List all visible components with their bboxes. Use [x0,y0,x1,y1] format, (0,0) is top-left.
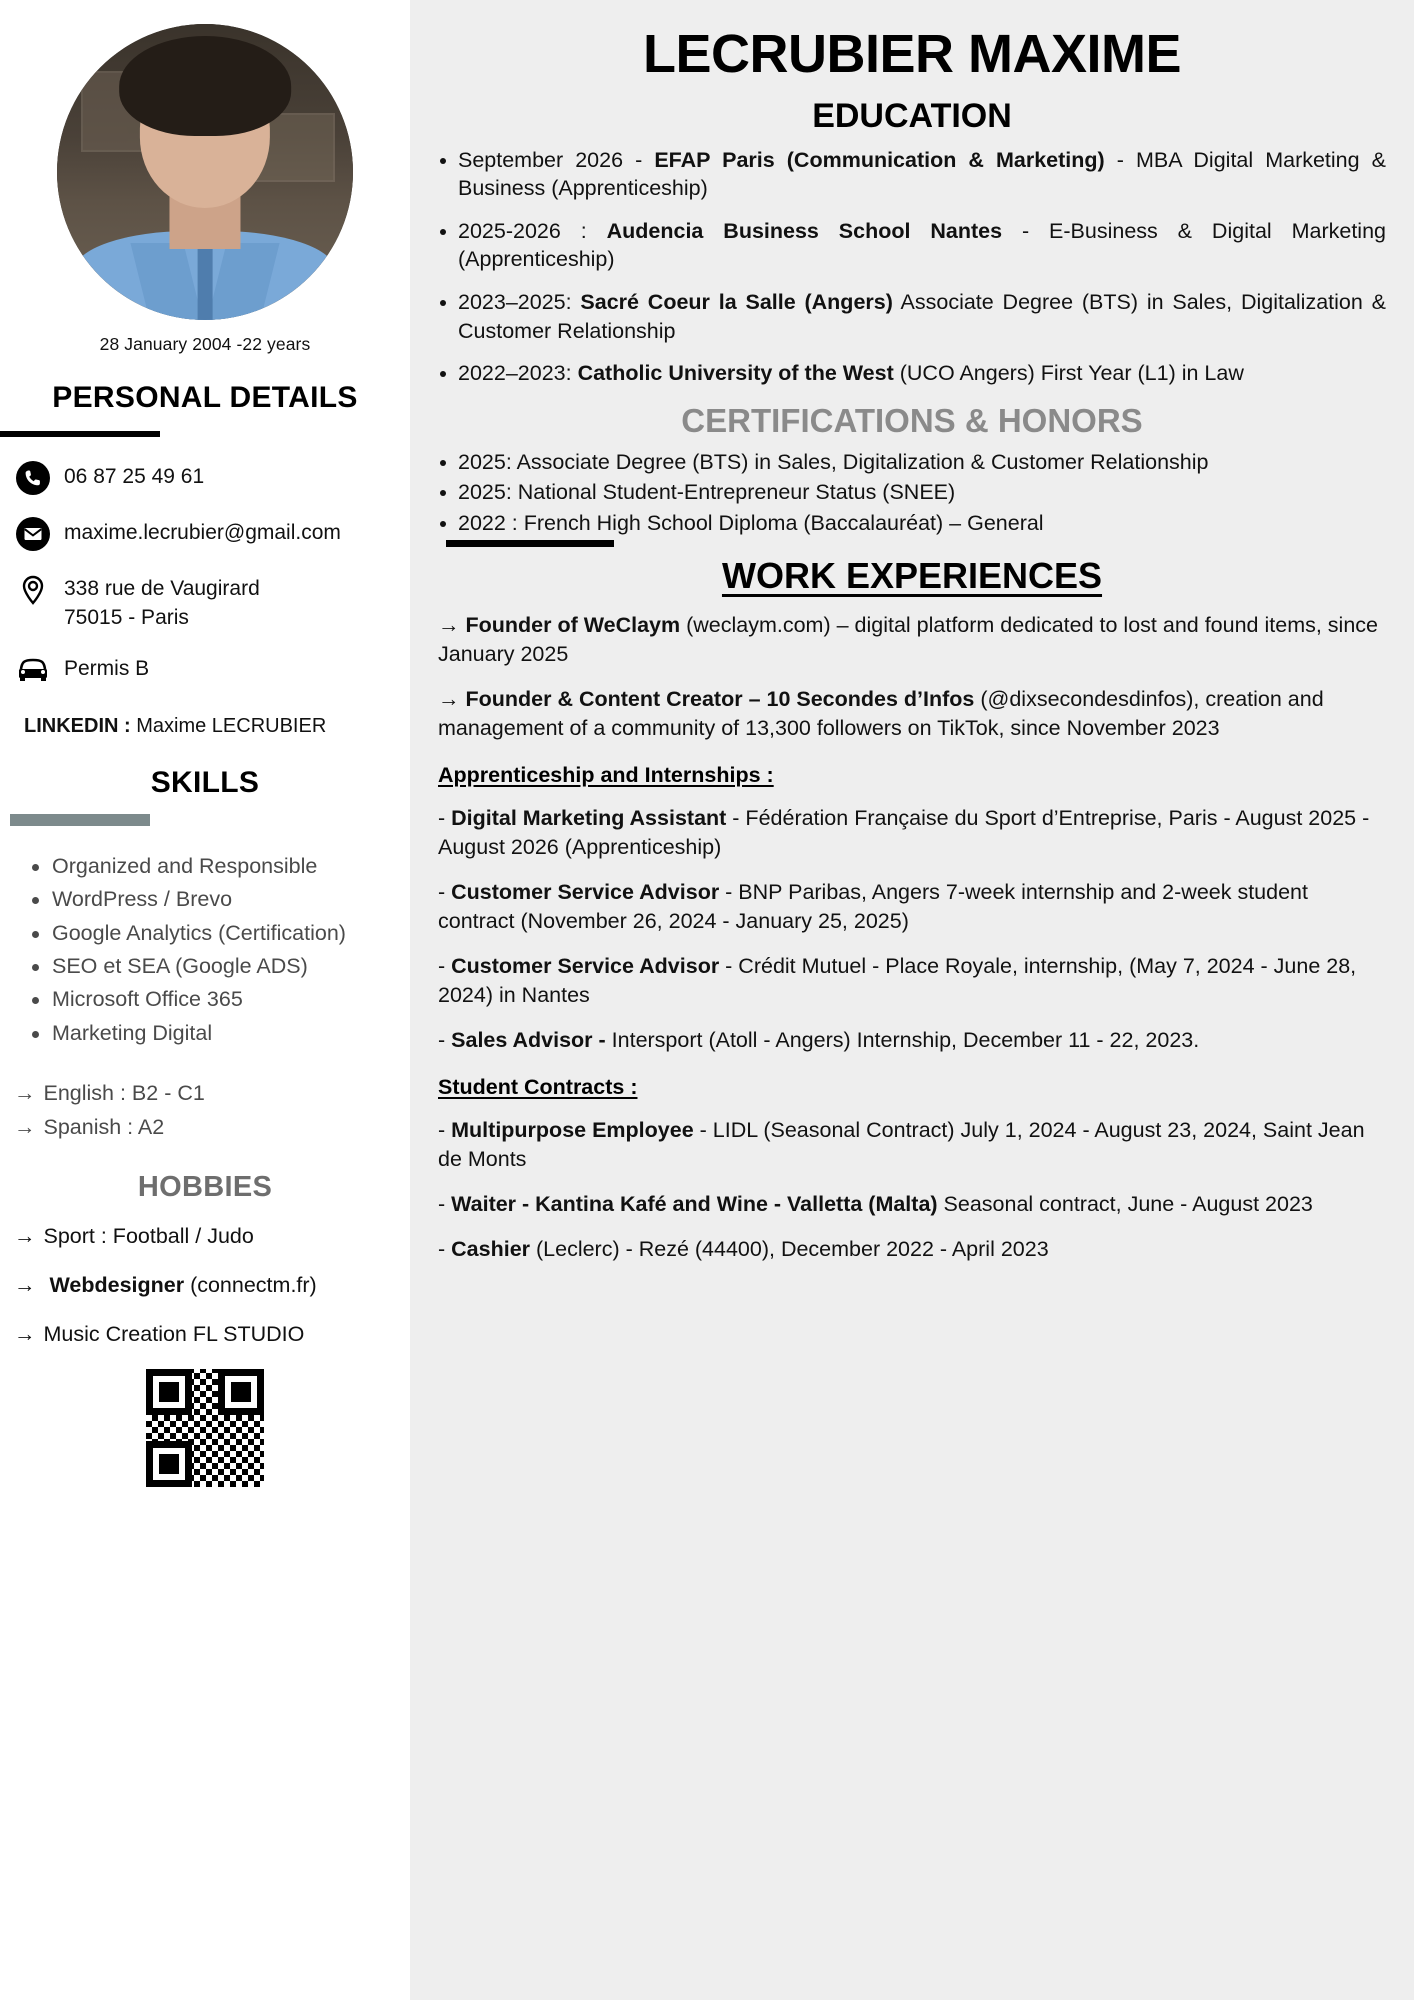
phone-number: 06 87 25 49 61 [64,465,205,488]
list-item [14,1222,410,1251]
work-entry-weclaym [438,611,1386,669]
arrow-icon: → [14,1080,36,1105]
arrow-icon: → [14,1223,36,1248]
qr-code[interactable] [146,1369,264,1487]
section-title-skills: SKILLS [150,765,260,799]
arrow-icon: → [14,1321,36,1346]
entry-role: Waiter - Kantina Kafé and Wine - Valletta (Malta) [451,1191,938,1216]
list-item [14,1320,410,1349]
personal-details-divider [0,431,160,437]
entry-dash: - [438,953,452,978]
main-content [410,0,1414,2000]
section-title-education: EDUCATION [812,96,1012,135]
hobby-suffix: (connectm.fr) [184,1272,317,1297]
entry-role: Customer Service Advisor [451,953,720,978]
contact-row-phone[interactable] [14,459,410,497]
address-line-1: 338 rue de Vaugirard [64,577,260,600]
list-item: SEO et SEA (Google ADS) [26,950,410,983]
work-entry-intersport [438,1026,1386,1055]
email-icon [14,515,52,553]
entry-dash: - [438,1027,452,1052]
section-title-hobbies: HOBBIES [137,1170,273,1203]
list-item: Microsoft Office 365 [26,983,410,1016]
work-entry-bnp-paribas [438,878,1386,936]
contact-row-email[interactable] [14,515,410,553]
entry-role: Multipurpose Employee [451,1117,694,1142]
edu-detail: - MBA Digital Marketing & Business (Apprenticeship) [458,147,1386,201]
edu-school: Audencia Business School Nantes [606,218,1003,243]
subheading-apprenticeship: Apprenticeship and Internships : [438,762,774,787]
address-line-2: 75015 - Paris [64,605,189,629]
skills-divider [10,814,150,826]
arrow-icon: → [14,1272,36,1297]
entry-role: Customer Service Advisor [451,879,720,904]
left-sidebar [0,0,410,2000]
list-item: 2025: National Student-Entrepreneur Status (SNEE) [438,478,1386,507]
entry-detail: (Leclerc) - Rezé (44400), December 2022 - April 2023 [530,1236,1049,1261]
section-title-work-experiences: WORK EXPERIENCES [721,554,1103,596]
address [64,571,260,633]
list-item [438,288,1386,345]
languages-list [14,1076,410,1145]
edu-date: September 2026 - [458,147,655,172]
tensecondes-arrow-bold [438,687,974,711]
contact-row-address[interactable] [14,571,410,633]
education-list [438,146,1386,388]
qr-finder-top-right [218,1369,264,1415]
tensecondes-detail: (@dixsecondesdinfos), creation and management of a community of 13,300 followers on TikTok, since November 2023 [438,686,1324,740]
list-item: 2025: Associate Degree (BTS) in Sales, Digitalization & Customer Relationship [438,448,1386,477]
entry-dash: - [438,1117,452,1142]
qr-finder-bottom-left [146,1441,192,1487]
work-entry-lidl [438,1116,1386,1174]
page-title: LECRUBIER MAXIME [642,24,1181,84]
entry-role: Sales Advisor - [451,1027,606,1052]
edu-school: Sacré Coeur la Salle (Angers) [580,290,893,315]
list-item: WordPress / Brevo [26,883,410,916]
section-title-personal-details: PERSONAL DETAILS [52,381,358,414]
linkedin-row[interactable] [24,715,410,738]
entry-detail: - Crédit Mutuel - Place Royale, internship, (May 7, 2024 - June 28, 2024) in Nantes [438,953,1357,1007]
work-divider [446,540,614,547]
weclaym-arrow-bold [438,613,680,637]
phone-icon [14,459,52,497]
driving-license: Permis B [64,656,150,680]
list-item [14,1076,410,1110]
edu-date: 2025-2026 : [458,218,607,243]
qr-finder-top-left [146,1369,192,1415]
entry-detail: - BNP Paribas, Angers 7-week internship and 2-week student contract (November 26, 2024 - January 25, 2025) [438,879,1308,933]
tensecondes-title: Founder & Content Creator – 10 Secondes d’Infos [465,686,975,711]
contact-row-license[interactable] [14,651,410,689]
work-entry-leclerc [438,1235,1386,1264]
work-entry-digital-marketing-assistant [438,804,1386,862]
list-item: 2022 : French High School Diploma (Baccalauréat) – General [438,509,1386,538]
list-item: Google Analytics (Certification) [26,917,410,950]
hobby-bold: Webdesigner [49,1272,185,1297]
weclaym-title: Founder of WeClaym [465,612,681,637]
entry-detail: - LIDL (Seasonal Contract) July 1, 2024 - August 23, 2024, Saint Jean de Monts [438,1117,1365,1171]
hobby-text: Sport : Football / Judo [43,1223,254,1248]
subheading-student-contracts: Student Contracts : [438,1074,638,1099]
arrow-icon: → [438,612,466,637]
entry-role: Digital Marketing Assistant [451,805,727,830]
entry-dash: - [438,1191,452,1216]
section-title-certifications: CERTIFICATIONS & HONORS [681,401,1143,439]
language-label: Spanish : A2 [43,1115,165,1140]
list-item [438,359,1386,388]
list-item: Marketing Digital [26,1017,410,1050]
edu-detail: (UCO Angers) First Year (L1) in Law [893,361,1244,386]
weclaym-detail: (weclaym.com) – digital platform dedicated to lost and found items, since January 2025 [438,612,1378,666]
arrow-icon: → [14,1115,36,1140]
date-of-birth: 28 January 2004 -22 years [99,334,311,354]
work-entry-credit-mutuel [438,952,1386,1010]
entry-role: Cashier [451,1236,531,1261]
entry-detail: Intersport (Atoll - Angers) Internship, December 11 - 22, 2023. [605,1027,1200,1052]
hobby-text: Music Creation FL STUDIO [43,1321,305,1346]
list-item [14,1271,410,1300]
skills-list [26,850,410,1050]
car-icon [14,651,52,689]
edu-date: 2022–2023: [458,361,578,386]
entry-dash: - [438,805,452,830]
language-label: English : B2 - C1 [43,1080,205,1105]
edu-school: Catholic University of the West [577,361,894,386]
contact-list [14,459,410,689]
work-entry-kantina [438,1190,1386,1219]
entry-dash: - [438,1236,452,1261]
arrow-icon: → [438,686,466,711]
entry-dash: - [438,879,452,904]
work-entry-10secondes [438,685,1386,743]
edu-detail: - E-Business & Digital Marketing (Apprenticeship) [458,218,1386,272]
location-pin-icon [14,571,52,609]
edu-school: EFAP Paris (Communication & Marketing) [654,147,1105,172]
list-item [438,217,1386,274]
entry-detail: Seasonal contract, June - August 2023 [937,1191,1313,1216]
linkedin-label: LINKEDIN : [24,714,137,737]
photo-placket [198,240,213,320]
entry-detail: - Fédération Française du Sport d’Entreprise, Paris - August 2025 - August 2026 (Apprenticeship) [438,805,1370,859]
certifications-list [438,448,1386,538]
email-address: maxime.lecrubier@gmail.com [64,521,341,544]
list-item [438,146,1386,203]
hobbies-list [14,1222,410,1349]
profile-photo [57,24,353,320]
list-item: Organized and Responsible [26,850,410,883]
linkedin-value: Maxime LECRUBIER [136,714,327,737]
edu-date: 2023–2025: [458,290,581,315]
edu-detail: Associate Degree (BTS) in Sales, Digitalization & Customer Relationship [458,290,1386,343]
list-item [14,1110,410,1144]
photo-hair [119,36,291,137]
